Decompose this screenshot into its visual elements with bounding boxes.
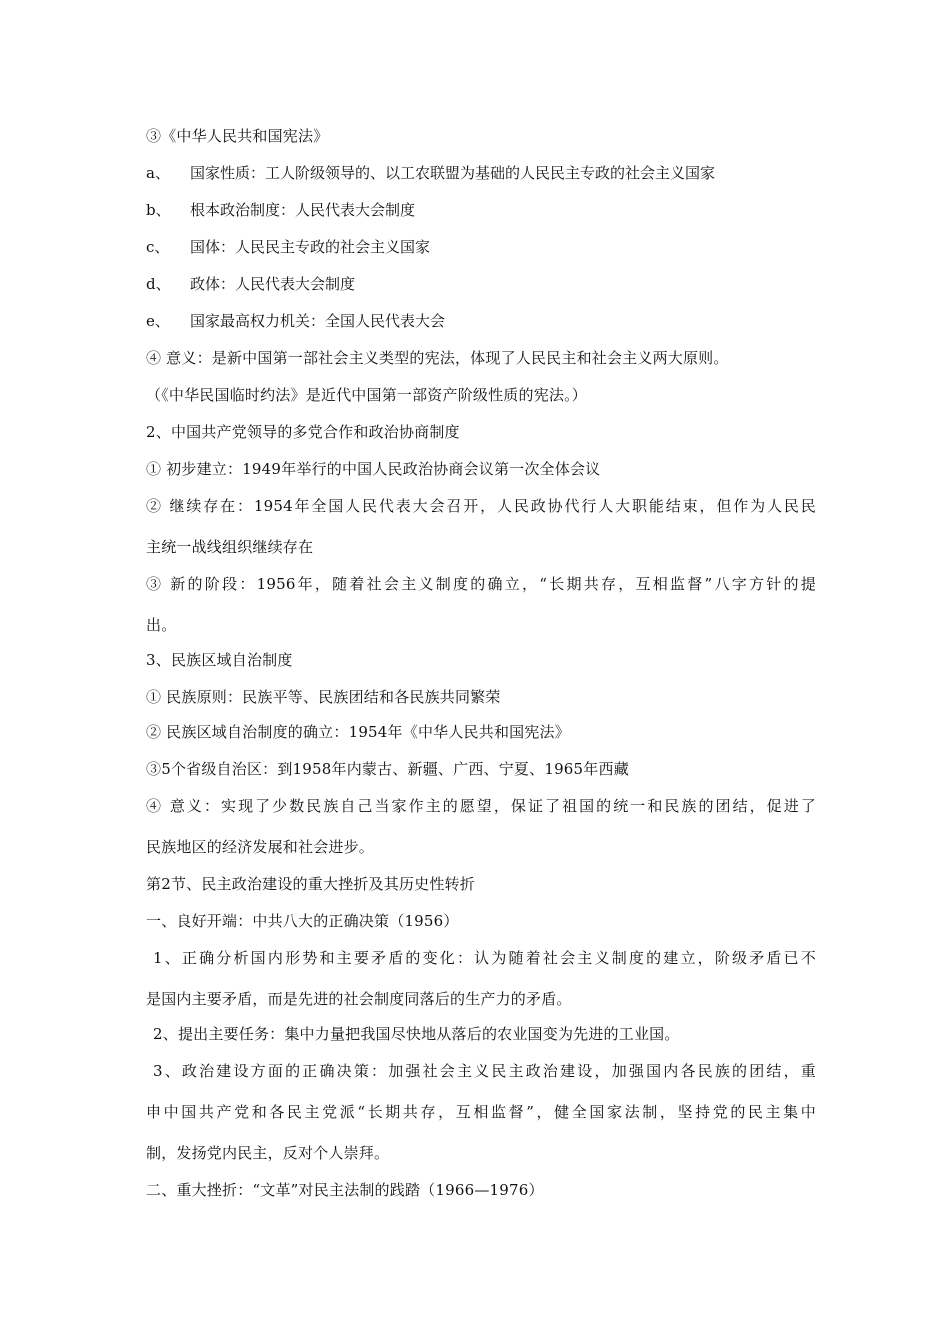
paragraph-line: ① 初步建立：1949年举行的中国人民政治协商会议第一次全体会议 (146, 460, 601, 478)
list-marker: b、 (146, 201, 171, 219)
paragraph-line: ③5个省级自治区：到1958年内蒙古、新疆、广西、宁夏、1965年西藏 (146, 760, 629, 778)
list-marker: e、 (146, 312, 170, 330)
paragraph-line: ② 民族区域自治制度的确立：1954年《中华人民共和国宪法》 (146, 723, 570, 741)
list-item (146, 162, 715, 184)
list-item (146, 273, 355, 295)
list-item (146, 199, 415, 221)
list-item-text: 政体：人民代表大会制度 (190, 275, 356, 293)
list-item (146, 310, 445, 332)
list-item-text: 国体：人民民主专政的社会主义国家 (190, 238, 431, 256)
heading-constitution: ③《中华人民共和国宪法》 (146, 127, 329, 145)
paragraph-line: 是国内主要矛盾，而是先进的社会制度同落后的生产力的矛盾。 (146, 990, 572, 1008)
section-heading: 3、民族区域自治制度 (146, 651, 293, 669)
list-item-text: 国家最高权力机关：全国人民代表大会 (190, 312, 446, 330)
paragraph-line: 3、政治建设方面的正确决策：加强社会主义民主政治建设，加强国内各民族的团结，重 (153, 1062, 816, 1080)
paragraph-line: 出。 (146, 616, 177, 634)
paragraph-line: ④ 意义：实现了少数民族自己当家作主的愿望，保证了祖国的统一和民族的团结，促进了 (146, 797, 816, 815)
paragraph-line: 1、正确分析国内形势和主要矛盾的变化：认为随着社会主义制度的建立，阶级矛盾已不 (153, 949, 816, 967)
list-item-text: 国家性质：工人阶级领导的、以工农联盟为基础的人民民主专政的社会主义国家 (190, 164, 716, 182)
paragraph-line: 制，发扬党内民主，反对个人崇拜。 (146, 1144, 390, 1162)
paragraph-line: 民族地区的经济发展和社会进步。 (146, 838, 375, 856)
list-marker: d、 (146, 275, 171, 293)
paragraph-line: 主统一战线组织继续存在 (146, 538, 314, 556)
sub-heading: 一、良好开端：中共八大的正确决策（1956） (146, 912, 459, 930)
paragraph-line: 申中国共产党和各民主党派“长期共存，互相监督”，健全国家法制，坚持党的民主集中 (146, 1103, 816, 1121)
sub-heading: 二、重大挫折：“文革”对民主法制的践踏（1966—1976） (146, 1181, 544, 1199)
paragraph-line: （《中华民国临时约法》是近代中国第一部资产阶级性质的宪法。） (146, 386, 588, 404)
section-heading: 第2节、民主政治建设的重大挫折及其历史性转折 (146, 875, 475, 893)
list-item-text: 根本政治制度：人民代表大会制度 (190, 201, 416, 219)
paragraph-line: 2、提出主要任务：集中力量把我国尽快地从落后的农业国变为先进的工业国。 (153, 1025, 680, 1043)
paragraph-line: ② 继续存在：1954年全国人民代表大会召开，人民政协代行人大职能结束，但作为人民民 (146, 497, 816, 515)
list-item (146, 236, 430, 258)
paragraph-line: ① 民族原则：民族平等、民族团结和各民族共同繁荣 (146, 688, 501, 706)
list-marker: a、 (146, 164, 170, 182)
paragraph-line: ④ 意义：是新中国第一部社会主义类型的宪法，体现了人民民主和社会主义两大原则。 (146, 349, 729, 367)
list-marker: c、 (146, 238, 170, 256)
section-heading: 2、中国共产党领导的多党合作和政治协商制度 (146, 423, 460, 441)
paragraph-line: ③ 新的阶段：1956年，随着社会主义制度的确立，“长期共存，互相监督”八字方针的提 (146, 575, 816, 593)
